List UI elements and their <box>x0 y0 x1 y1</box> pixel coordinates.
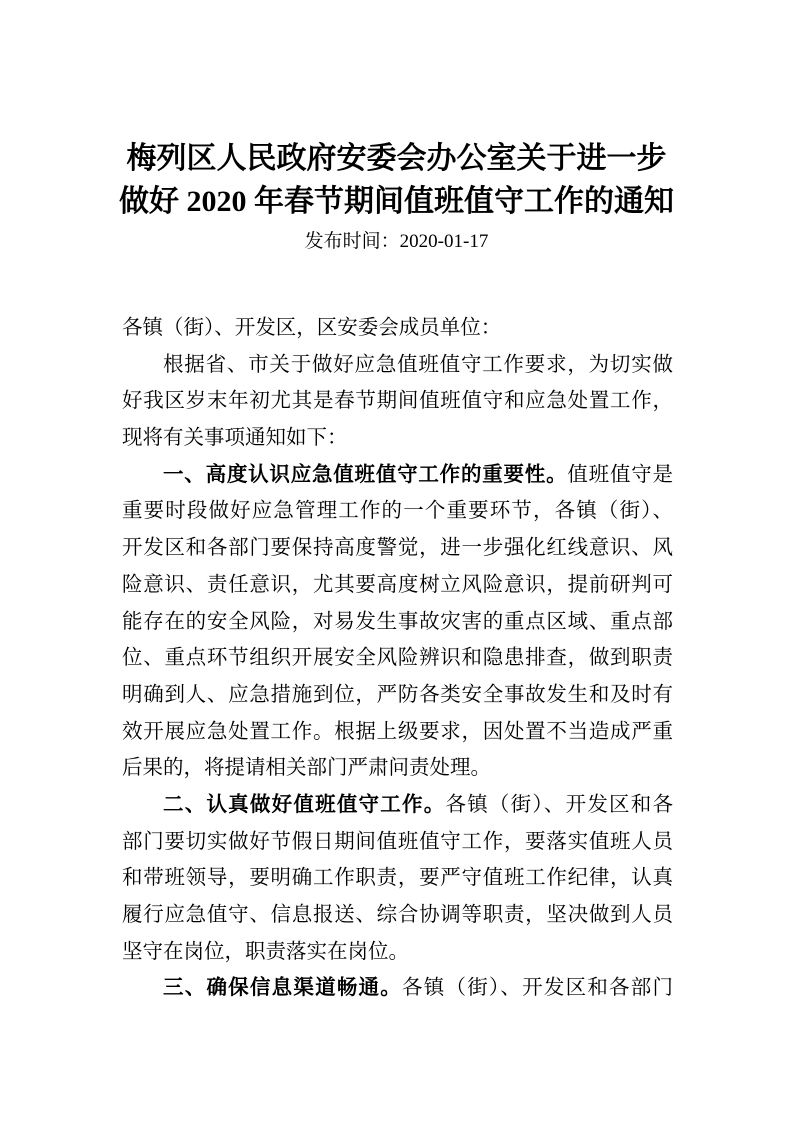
section-heading-line <box>122 787 673 824</box>
line-text: 明确到人、应急措施到位，严防各类安全事故发生和及时有 <box>122 683 673 706</box>
section-heading-line <box>122 970 673 1007</box>
body-text-line <box>122 530 673 567</box>
body-text-line <box>122 934 673 971</box>
line-text: 险意识、责任意识，尤其要高度树立风险意识，提前研判可 <box>122 573 673 596</box>
line-text: 值班值守是 <box>567 463 674 486</box>
line-text: 和带班领导，要明确工作职责，要严守值班工作纪律，认真 <box>122 867 673 890</box>
line-text: 开发区和各部门要保持高度警觉，进一步强化红线意识、风 <box>122 537 673 560</box>
body-text-line <box>122 383 673 420</box>
body-text-line <box>122 897 673 934</box>
section-heading: 二、认真做好值班值守工作。 <box>163 793 446 816</box>
line-text: 重要时段做好应急管理工作的一个重要环节，各镇（街）、 <box>122 500 673 523</box>
body-text-line <box>122 824 673 861</box>
line-text: 各镇（街）、开发区和各 <box>445 793 674 816</box>
line-text: 根据省、市关于做好应急值班值守工作要求，为切实做 <box>163 353 673 376</box>
body-text-line <box>122 567 673 604</box>
section-heading-line <box>122 457 673 494</box>
body-text-line <box>122 677 673 714</box>
document-title-line-1: 梅列区人民政府安委会办公室关于进一步 <box>126 142 667 175</box>
body-text-line <box>122 420 673 457</box>
line-text: 位、重点环节组织开展安全风险辨识和隐患排查，做到职责 <box>122 647 673 670</box>
body-text-line <box>122 493 673 530</box>
line-text: 效开展应急处置工作。根据上级要求，因处置不当造成严重 <box>122 720 673 743</box>
line-text: 部门要切实做好节假日期间值班值守工作，要落实值班人员 <box>122 830 673 853</box>
line-text: 各镇（街）、开发区和各部门 <box>402 977 674 1000</box>
publish-date: 发布时间：2020-01-17 <box>304 231 489 252</box>
body-text-line <box>122 860 673 897</box>
body-text-line <box>122 750 673 787</box>
line-text: 各镇（街）、开发区，区安委会成员单位： <box>122 317 502 339</box>
section-heading: 一、高度认识应急值班值守工作的重要性。 <box>163 463 568 486</box>
document-body <box>122 310 673 1007</box>
line-text: 好我区岁末年初尤其是春节期间值班值守和应急处置工作， <box>122 390 673 413</box>
section-heading: 三、确保信息渠道畅通。 <box>163 977 403 1000</box>
body-text-line <box>122 604 673 641</box>
body-text-line <box>122 310 673 347</box>
line-text: 后果的，将提请相关部门严肃问责处理。 <box>122 757 491 780</box>
line-text: 现将有关事项通知如下： <box>122 427 348 450</box>
body-text-line <box>122 640 673 677</box>
document-title-line-2: 做好 2020 年春节期间值班值守工作的通知 <box>119 185 674 218</box>
body-text-line <box>122 347 673 384</box>
line-text: 履行应急值守、信息报送、综合协调等职责，坚决做到人员 <box>122 904 673 926</box>
body-text-line <box>122 714 673 751</box>
line-text: 能存在的安全风险，对易发生事故灾害的重点区域、重点部 <box>122 610 673 633</box>
line-text: 坚守在岗位，职责落实在岗位。 <box>122 940 409 963</box>
